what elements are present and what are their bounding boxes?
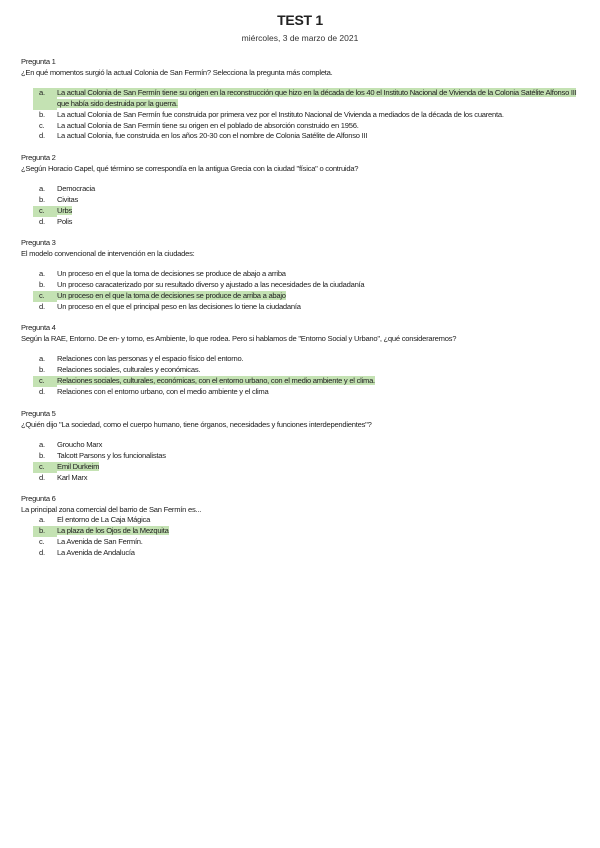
option-letter: b. [39,195,45,205]
option-text: La Avenida de San Fermín. [57,536,143,546]
question-5 [21,409,581,483]
option-letter: d. [39,301,45,311]
question-text: ¿Según Horacio Capel, qué término se correspondía en la antigua Grecia con la ciudad "física" o contruida? [21,163,359,173]
option-text: Relaciones sociales, culturales, económicas, con el entorno urbano, con el medio ambiente y el clima. [57,375,375,385]
question-label: Pregunta 6 [21,494,56,503]
option [33,302,581,313]
option [33,184,581,195]
option-text: Relaciones con el entorno urbano, con el medio ambiente y el clima [57,386,269,396]
option-text: Talcott Parsons y los funcionalistas [57,451,166,461]
option-text: Civitas [57,195,79,205]
option-letter: a. [39,269,45,279]
options-list [21,269,581,312]
options-list [21,88,581,142]
option-letter: a. [39,184,45,194]
option [33,451,581,462]
option-text: Emil Durkeim [57,461,100,471]
option-letter: d. [39,547,45,557]
option-letter: d. [39,472,45,482]
option-text: La actual Colonia, fue construida en los años 20-30 con el nombre de Colonia Satélite de Alfonso III [57,131,368,141]
document-title: TEST 1 [277,12,323,28]
option-text: Democracia [57,184,96,194]
option-letter: b. [39,109,45,119]
option [33,121,581,132]
option-text: La actual Colonia de San Fermín tiene su origen en la reconstrucción que hizo en la década de los 40 el Instituto Nacional de Vivienda de la Colonia Satélite Alfonso III que había sido destruida por la guerra. [57,88,577,109]
option-letter: c. [33,462,57,473]
option-text: Relaciones con las personas y el espacio físico del entorno. [57,354,244,364]
question-text: ¿Quién dijo "La sociedad, como el cuerpo humano, tiene órganos, necesidades y funciones interdependientes"? [21,419,372,429]
question-label: Pregunta 3 [21,238,56,247]
option [33,354,581,365]
option [33,195,581,206]
correct-option [33,88,581,109]
option-text: La Avenida de Andalucía [57,547,135,557]
question-text: ¿En qué momentos surgió la actual Colonia de San Fermín? Selecciona la pregunta más completa. [21,67,333,77]
option [33,365,581,376]
options-list [21,354,581,397]
option [33,548,581,559]
question-label: Pregunta 4 [21,323,56,332]
question-2 [21,153,581,227]
correct-option [33,526,581,537]
question-4 [21,323,581,397]
option-text: La plaza de los Ojos de la Mezquita [57,526,169,536]
option-letter: d. [39,386,45,396]
option [33,269,581,280]
option [33,131,581,142]
option-letter: a. [39,354,45,364]
question-label: Pregunta 2 [21,153,56,162]
option-text: Urbs [57,205,73,215]
option-letter: b. [39,280,45,290]
option [33,110,581,121]
question-text: Según la RAE, Entorno. De en- y torno, es Ambiente, lo que rodea. Pero si hablamos de "Entorno Social y Urbano", ¿qué consideraremos? [21,333,457,343]
option-letter: a. [33,88,57,109]
option-letter: d. [39,131,45,141]
option-text: Un proceso en el que la toma de decisiones se produce de arriba a abajo [57,290,286,300]
option-letter: d. [39,216,45,226]
option-text: La actual Colonia de San Fermín fue construida por primera vez por el Instituto Nacional de Vivienda a mediados de la década de los cuarenta. [57,109,504,119]
option-letter: c. [33,376,57,387]
option-letter: b. [39,451,45,461]
correct-option [33,291,581,302]
option [33,387,581,398]
option-text: Un proceso caracaterizado por su resultado diverso y ajustado a las necesidades de la ciudadanía [57,280,365,290]
option-letter: b. [39,365,45,375]
option [33,473,581,484]
option-text: Un proceso en el que el principal peso en las decisiones lo tiene la ciudadanía [57,301,301,311]
option-letter: c. [39,536,45,546]
option-text: Karl Marx [57,472,88,482]
question-label: Pregunta 1 [21,57,56,66]
option-text: Groucho Marx [57,440,103,450]
option-letter: a. [39,440,45,450]
question-6 [21,494,581,558]
correct-option [33,462,581,473]
option-text: Polis [57,216,73,226]
option [33,217,581,228]
option-text: La actual Colonia de San Fermín tiene su origen en el poblado de absorción construido en 1956. [57,120,359,130]
option-text: Relaciones sociales, culturales y económicas. [57,365,201,375]
option-letter: b. [33,526,57,537]
options-list [21,515,581,558]
option [33,515,581,526]
question-3 [21,238,581,312]
correct-option [33,376,581,387]
question-text: El modelo convencional de intervención en la ciudades: [21,248,195,258]
option-letter: c. [39,120,45,130]
option-text: El entorno de La Caja Mágica [57,515,151,525]
option-letter: a. [39,515,45,525]
document-date: miércoles, 3 de marzo de 2021 [241,33,359,43]
option-letter: c. [33,206,57,217]
correct-option [33,206,581,217]
option-text: Un proceso en el que la toma de decisiones se produce de abajo a arriba [57,269,286,279]
question-text: La principal zona comercial del barrio de San Fermín es... [21,504,202,514]
question-1 [21,57,581,142]
option [33,280,581,291]
option [33,537,581,548]
option-letter: c. [33,291,57,302]
options-list [21,440,581,483]
option [33,440,581,451]
question-label: Pregunta 5 [21,409,56,418]
options-list [21,184,581,227]
